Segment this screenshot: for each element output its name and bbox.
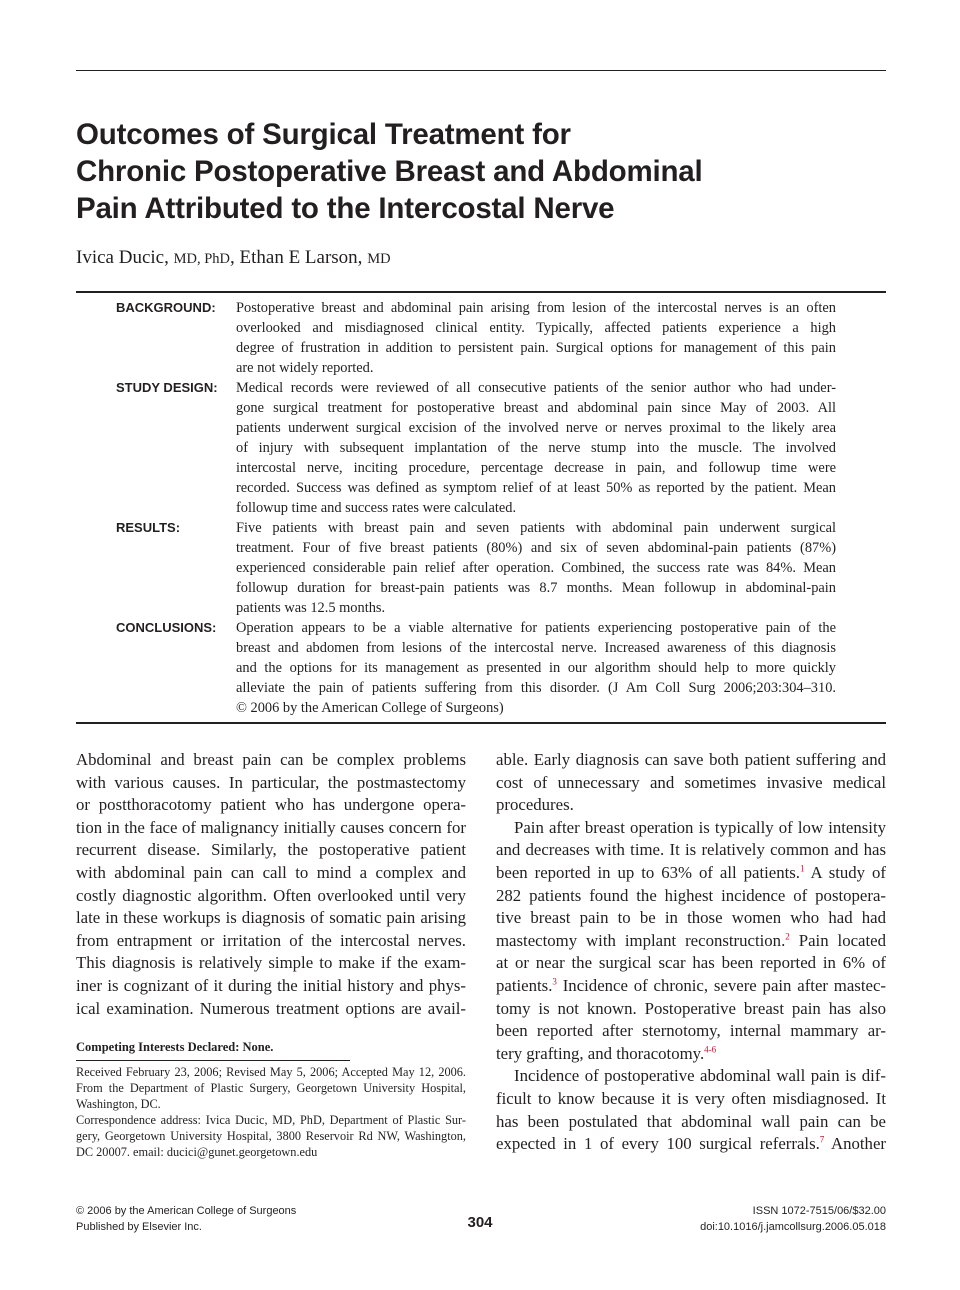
reference-link[interactable]: 1 — [800, 863, 805, 874]
reference-link[interactable]: 3 — [552, 976, 557, 987]
title-line: Outcomes of Surgical Treatment for — [76, 118, 571, 151]
body-text: expected in 1 of every 100 surgical referrals. — [496, 1134, 820, 1154]
abstract-line: degree of frustration in addition to persistent pain. Surgical options for management of this pain — [236, 340, 836, 356]
article-title — [76, 116, 856, 227]
body-line: able. Early diagnosis can save both patient suffering and — [496, 750, 886, 769]
page-number: 304 — [467, 1214, 493, 1231]
abstract-line: gone surgical treatment for postoperative breast and abdominal pain since May of 2003. All — [236, 400, 836, 416]
abstract-line: followup time and success rates were calculated. — [236, 500, 517, 516]
title-line: Chronic Postoperative Breast and Abdominal — [76, 155, 703, 188]
title-line: Pain Attributed to the Intercostal Nerve — [76, 192, 615, 225]
abstract-line: Postoperative breast and abdominal pain arising from lesion of the intercostal nerves is an often — [236, 300, 836, 316]
body-line: 282 patients found the highest incidence of postopera- — [496, 885, 886, 905]
body-line — [496, 1043, 886, 1066]
abstract-line: Medical records were reviewed of all consecutive patients of the senior author who had under- — [236, 380, 836, 396]
author-degree: MD — [367, 251, 391, 267]
body-line: costly diagnostic algorithm. Often overlooked until very — [76, 885, 466, 905]
body-line: Pain after breast operation is typically of low intensity — [514, 817, 886, 837]
abstract-line: overlooked and misdiagnosed clinical entity. Typically, affected patients experience a high — [236, 320, 836, 336]
author-separator: , — [230, 247, 235, 268]
body-line: late in these workups is diagnosis of somatic pain arising — [76, 908, 466, 928]
abstract-line: Five patients with breast pain and seven patients with abdominal pain underwent surgical — [236, 520, 836, 536]
body-text: patients. — [496, 975, 553, 995]
header-rule — [76, 70, 886, 71]
abstract-line: followup duration for breast-pain patients was 8.7 months. Mean followup in abdominal-pain — [236, 580, 836, 596]
abstract-label: STUDY DESIGN: — [116, 380, 218, 395]
article-footnotes — [76, 1064, 466, 1160]
body-text: mastectomy with implant reconstruction. — [496, 930, 786, 950]
abstract-line: are not widely reported. — [236, 360, 374, 376]
body-line — [496, 1133, 886, 1156]
abstract-line: © 2006 by the American College of Surgeons) — [236, 700, 504, 716]
body-line: been reported after sternotomy, internal mammary ar- — [496, 1021, 886, 1041]
abstract-text — [236, 298, 836, 378]
body-line — [496, 975, 886, 998]
abstract-label: RESULTS: — [116, 520, 181, 535]
footer-identifiers — [700, 1203, 886, 1235]
body-line: ical examination. Numerous treatment options are avail- — [76, 998, 466, 1018]
body-text: Pain located — [789, 930, 886, 950]
competing-interests: Competing Interests Declared: None. — [76, 1040, 274, 1054]
abstract-label: BACKGROUND: — [116, 300, 216, 315]
body-column-left — [76, 749, 466, 1020]
footnote-line: gery, Georgetown University Hospital, 3800 Reservoir Rd NW, Washington, — [76, 1129, 466, 1143]
body-text: Another — [824, 1134, 886, 1154]
body-line: recurrent disease. Similarly, the postoperative patient — [76, 840, 466, 860]
footnote-rule — [76, 1060, 350, 1061]
body-line: tion in the face of malignancy initially causes concern for — [76, 817, 466, 837]
copyright-text: © 2006 by the American College of Surgeons — [76, 1205, 297, 1217]
body-line — [496, 862, 886, 885]
abstract-line: experienced considerable pain relief after operation. Combined, the success rate was 84%. Mean — [236, 560, 836, 576]
abstract-line: Operation appears to be a viable alternative for patients experiencing postoperative pain of the — [236, 620, 836, 636]
abstract-label: CONCLUSIONS: — [116, 620, 217, 635]
publisher-text: Published by Elsevier Inc. — [76, 1221, 202, 1233]
body-line: cost of unnecessary and sometimes invasive medical — [496, 772, 886, 792]
footnote-line: Washington, DC. — [76, 1097, 161, 1111]
issn-text: ISSN 1072-7515/06/$32.00 — [752, 1205, 886, 1217]
abstract-line: treatment. Four of five breast patients (80%) and six of seven abdominal-pain patients (87%) — [236, 540, 836, 556]
body-line: from entrapment or irritation of the intercostal nerves. — [76, 930, 466, 950]
body-line: This diagnosis is relatively simple to make if the exam- — [76, 953, 466, 973]
body-line: at or near the surgical scar has been reported in 6% of — [496, 953, 886, 973]
abstract-line: of injury with subsequent implantation of the nerve stump into the muscle. The involved — [236, 440, 836, 456]
body-line: ficult to know because it is very often misdiagnosed. It — [496, 1088, 886, 1108]
author-degree: MD, PhD — [173, 251, 230, 267]
abstract-bottom-rule — [76, 722, 886, 724]
body-line: procedures. — [496, 795, 574, 815]
abstract-text — [236, 378, 836, 518]
body-line — [496, 930, 886, 953]
footnote-line: Received February 23, 2006; Revised May 5, 2006; Accepted May 12, 2006. — [76, 1065, 466, 1079]
doi-text[interactable]: doi:10.1016/j.jamcollsurg.2006.05.018 — [700, 1221, 886, 1233]
abstract-text — [236, 618, 836, 718]
body-line: and decreases with time. It is relatively common and has — [496, 840, 886, 860]
body-column-right — [496, 749, 886, 1156]
reference-link[interactable]: 7 — [819, 1134, 825, 1145]
author-name: Ethan E Larson, — [239, 247, 363, 268]
footnote-line: From the Department of Plastic Surgery, Georgetown University Hospital, — [76, 1081, 466, 1095]
body-line: iner is cognizant of it during the initial history and phys- — [76, 975, 466, 995]
body-line: Incidence of postoperative abdominal wall pain is dif- — [514, 1066, 886, 1086]
abstract-line: breast and abdomen from lesions of the intercostal nerve. Increased awareness of this diagnosis — [236, 640, 836, 656]
reference-link[interactable]: 4-6 — [704, 1044, 717, 1055]
abstract-line: alleviate the pain of patients suffering from this disorder. (J Am Coll Surg 2006;203:304–310. — [236, 680, 836, 696]
body-line: or postthoracotomy patient who has undergone opera- — [76, 795, 466, 815]
body-line: tive breast pain to be in those women who had had — [496, 908, 886, 928]
author-list — [76, 246, 391, 271]
abstract-text — [236, 518, 836, 618]
body-line: with various causes. In particular, the postmastectomy — [76, 772, 466, 792]
abstract-line: recorded. Success was defined as symptom relief of at least 50% as reported by the patient. Mean — [236, 480, 836, 496]
body-text: tery grafting, and thoracotomy. — [496, 1043, 705, 1063]
body-text: Incidence of chronic, severe pain after mastec- — [556, 975, 886, 995]
body-line: with abdominal pain can call to mind a complex and — [76, 862, 466, 882]
body-line: has been postulated that abdominal wall pain can be — [496, 1111, 886, 1131]
body-text: A study of — [804, 862, 886, 882]
body-line: Abdominal and breast pain can be complex problems — [76, 750, 466, 769]
reference-link[interactable]: 2 — [785, 931, 790, 942]
abstract-line: and the options for its management as presented in our algorithm should help to more quickly — [236, 660, 836, 676]
abstract-line: patients was 12.5 months. — [236, 600, 386, 616]
body-text: been reported in up to 63% of all patients. — [496, 862, 801, 882]
body-line: tomy is not known. Postoperative breast pain has also — [496, 998, 886, 1018]
abstract-line: patients underwent surgical excision of the involved nerve or nerves proximal to the likely area — [236, 420, 836, 436]
abstract-top-rule — [76, 291, 886, 293]
author-name: Ivica Ducic, — [76, 247, 169, 268]
abstract-line: intercostal nerve, inciting procedure, percentage decrease in pain, and followup time were — [236, 460, 836, 476]
footnote-line: Correspondence address: Ivica Ducic, MD, PhD, Department of Plastic Sur- — [76, 1113, 466, 1127]
footnote-line: DC 20007. email: ducici@gunet.georgetown.edu — [76, 1145, 318, 1159]
